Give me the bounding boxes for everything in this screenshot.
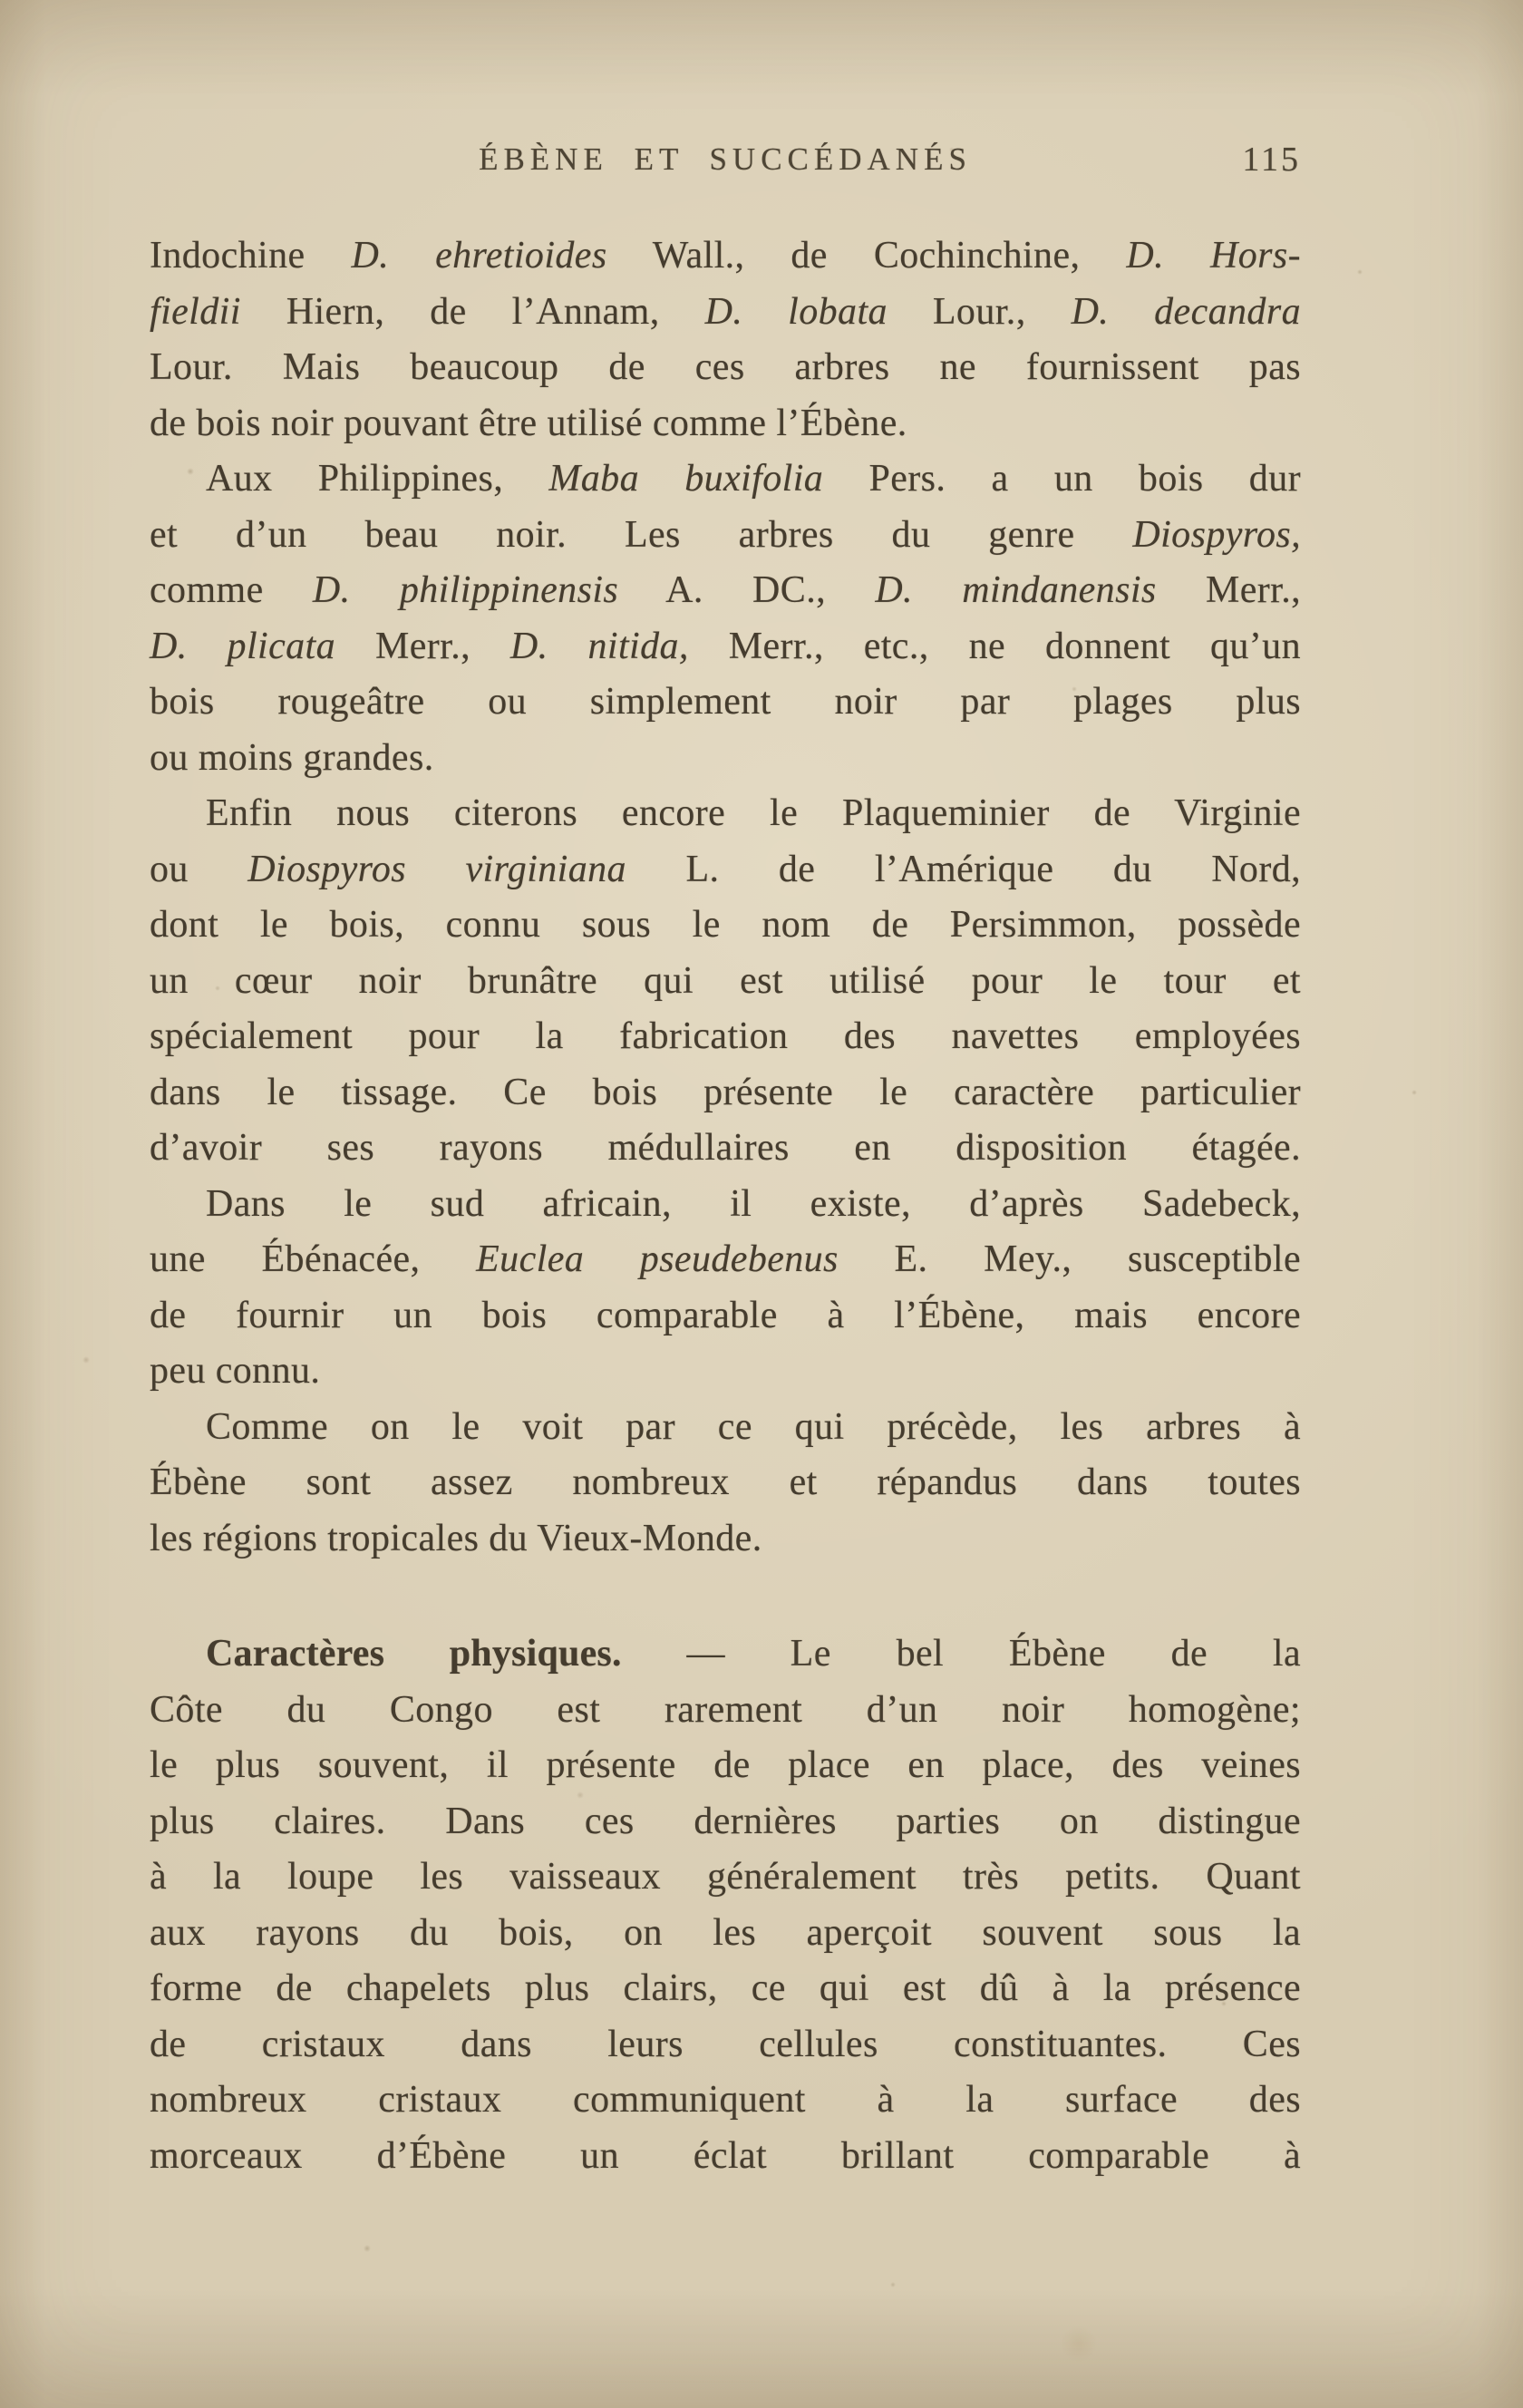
text-line xyxy=(150,396,1301,452)
text-line xyxy=(150,340,1301,396)
text-segment: L. de l’Amérique du Nord, xyxy=(626,848,1302,890)
text-line xyxy=(150,1065,1301,1121)
text-segment: de cristaux dans leurs cellules constituantes. Ces xyxy=(150,2023,1301,2065)
text-line xyxy=(150,1009,1301,1065)
text-line xyxy=(150,563,1301,619)
text-line xyxy=(150,1738,1301,1794)
text-line xyxy=(150,1794,1301,1850)
text-segment: aux rayons du bois, on les aperçoit souvent sous la xyxy=(150,1911,1301,1954)
text-line xyxy=(150,452,1301,508)
text-segment: forme de chapelets plus clairs, ce qui est dû à la présence xyxy=(150,1967,1301,2009)
text-segment: Comme on le voit par ce qui précède, les arbres à xyxy=(206,1405,1301,1448)
text-segment: Lour., xyxy=(887,290,1072,333)
text-segment: D. philippinensis xyxy=(312,569,619,611)
text-segment: Diospyros, xyxy=(1132,513,1301,556)
text-segment: Lour. Mais beaucoup de ces arbres ne fournissent pas xyxy=(150,346,1301,388)
text-segment: Merr., xyxy=(335,625,510,667)
text-segment: les régions tropicales du Vieux-Monde. xyxy=(150,1517,762,1559)
text-segment: ou moins grandes. xyxy=(150,736,434,779)
text-line xyxy=(150,1121,1301,1177)
text-segment: ou xyxy=(150,848,248,890)
text-segment: D. Hors- xyxy=(1126,235,1301,277)
text-segment: spécialement pour la fabrication des navettes employées xyxy=(150,1015,1301,1057)
text-line xyxy=(150,1177,1301,1233)
text-segment: fieldii xyxy=(150,290,241,333)
text-segment: D. lobata xyxy=(704,290,888,333)
text-segment: un cœur noir brunâtre qui est utilisé pour le tour et xyxy=(150,959,1301,1002)
text-segment: Wall., de Cochinchine, xyxy=(606,235,1127,277)
page-body xyxy=(150,228,1301,2184)
text-segment: Enfin nous citerons encore le Plaqueminier de Virginie xyxy=(206,792,1301,834)
text-segment: Ébène sont assez nombreux et répandus dans toutes xyxy=(150,1461,1301,1503)
text-line xyxy=(150,1626,1301,1683)
text-segment: Maba buxifolia xyxy=(548,458,824,500)
text-line xyxy=(150,619,1301,675)
text-line xyxy=(150,508,1301,564)
text-segment: le plus souvent, il présente de place en place, des veines xyxy=(150,1744,1301,1786)
text-segment: Diospyros virginiana xyxy=(247,848,626,890)
text-segment: D. nitida, xyxy=(509,625,689,667)
text-segment: comme xyxy=(150,569,313,611)
text-line xyxy=(150,898,1301,954)
text-line xyxy=(150,285,1301,341)
text-segment: plus claires. Dans ces dernières parties on distingue xyxy=(150,1800,1301,1842)
text-segment: bois rougeâtre ou simplement noir par plages plus xyxy=(150,681,1301,723)
text-segment: Hiern, de l’Annam, xyxy=(240,290,705,333)
text-segment: D. decandra xyxy=(1071,290,1301,333)
text-segment: D. ehretioides xyxy=(351,235,607,277)
text-segment: Aux Philippines, xyxy=(206,458,549,500)
text-segment: Caractères physiques. xyxy=(206,1633,622,1675)
text-segment: Côte du Congo est rarement d’un noir homogène; xyxy=(150,1688,1301,1731)
text-line xyxy=(150,675,1301,731)
text-line xyxy=(150,786,1301,842)
text-segment: une Ébénacée, xyxy=(150,1238,477,1280)
text-line xyxy=(150,228,1301,285)
text-line xyxy=(150,1232,1301,1288)
text-line xyxy=(150,2073,1301,2129)
running-header xyxy=(150,136,1301,183)
text-line xyxy=(150,731,1301,787)
text-segment: d’avoir ses rayons médullaires en disposition étagée. xyxy=(150,1127,1301,1169)
text-segment: dont le bois, connu sous le nom de Persimmon, possède xyxy=(150,904,1301,946)
text-line xyxy=(150,1850,1301,1906)
text-segment: à la loupe les vaisseaux généralement très petits. Quant xyxy=(150,1856,1301,1898)
text-segment: A. DC., xyxy=(618,569,876,611)
text-line xyxy=(150,1455,1301,1511)
text-segment: de bois noir pouvant être utilisé comme l’Ébène. xyxy=(150,402,907,444)
text-segment: — Le bel Ébène de la xyxy=(621,1633,1301,1675)
text-line xyxy=(150,1906,1301,1962)
text-line xyxy=(150,1344,1301,1400)
text-segment: Dans le sud africain, il existe, d’après Sadebeck, xyxy=(206,1182,1301,1225)
text-segment: Indochine xyxy=(150,235,352,277)
text-line xyxy=(150,954,1301,1010)
text-line xyxy=(150,2017,1301,2073)
running-header-title: ÉBÈNE ET SUCCÉDANÉS xyxy=(479,141,972,177)
text-segment: D. mindanensis xyxy=(875,569,1157,611)
text-segment: de fournir un bois comparable à l’Ébène, mais encore xyxy=(150,1294,1301,1336)
text-line xyxy=(150,1683,1301,1739)
text-segment: D. plicata xyxy=(150,625,336,667)
text-segment: Pers. a un bois dur xyxy=(823,458,1301,500)
text-segment: Merr., etc., ne donnent qu’un xyxy=(688,625,1301,667)
page-number: 115 xyxy=(1242,141,1301,179)
text-line xyxy=(150,1400,1301,1456)
text-line xyxy=(150,2129,1301,2185)
text-segment: morceaux d’Ébène un éclat brillant comparable à xyxy=(150,2134,1301,2177)
text-line xyxy=(150,1511,1301,1568)
text-line xyxy=(150,1961,1301,2017)
text-segment: E. Mey., susceptible xyxy=(838,1238,1302,1280)
text-segment: dans le tissage. Ce bois présente le caractère particulier xyxy=(150,1071,1301,1113)
text-segment: peu connu. xyxy=(150,1350,321,1392)
text-segment: nombreux cristaux communiquent à la surface des xyxy=(150,2079,1301,2121)
text-segment: Merr., xyxy=(1156,569,1301,611)
text-segment: Euclea pseudebenus xyxy=(476,1238,839,1280)
text-segment: et d’un beau noir. Les arbres du genre xyxy=(150,513,1133,556)
text-line xyxy=(150,842,1301,898)
text-line xyxy=(150,1288,1301,1345)
